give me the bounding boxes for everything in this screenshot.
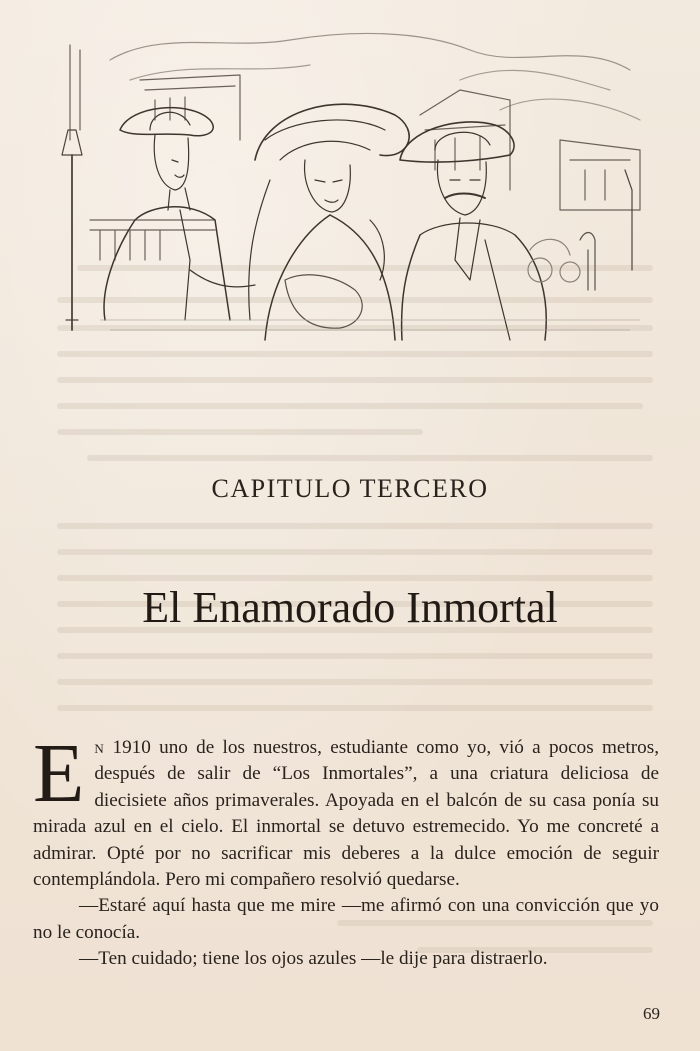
drop-cap: E	[33, 727, 85, 820]
chapter-body	[33, 727, 659, 973]
street-scene-illustration	[40, 20, 660, 350]
chapter-heading: CAPITULO TERCERO	[211, 474, 489, 503]
chapter-title: El Enamorado Inmortal	[142, 583, 558, 632]
paragraph-2: —Estaré aquí hasta que me mire —me afirmó con una convicción que yo no le conocía.	[33, 895, 659, 943]
first-word-rest: n	[94, 737, 105, 758]
paragraph-1	[33, 727, 659, 893]
page-number: 69	[643, 1004, 660, 1023]
paragraph-1-text: 1910 uno de los nuestros, estudiante como yo, vió a pocos metros, después de salir de “Los Inmortales”, a una criatura deliciosa de diecisiete años primaverales. Apoyada en el balcón de su casa ponía su mirada azul en el cielo. El inmortal se detuvo estremecido. Yo me concreté a admirar. Opté por no sacrificar mis deberes a la dulce emoción de seguir contemplándola. Pero mi compañero resolvió quedarse.	[33, 737, 659, 891]
paragraph-3: —Ten cuidado; tiene los ojos azules —le dije para distraerlo.	[79, 948, 548, 970]
